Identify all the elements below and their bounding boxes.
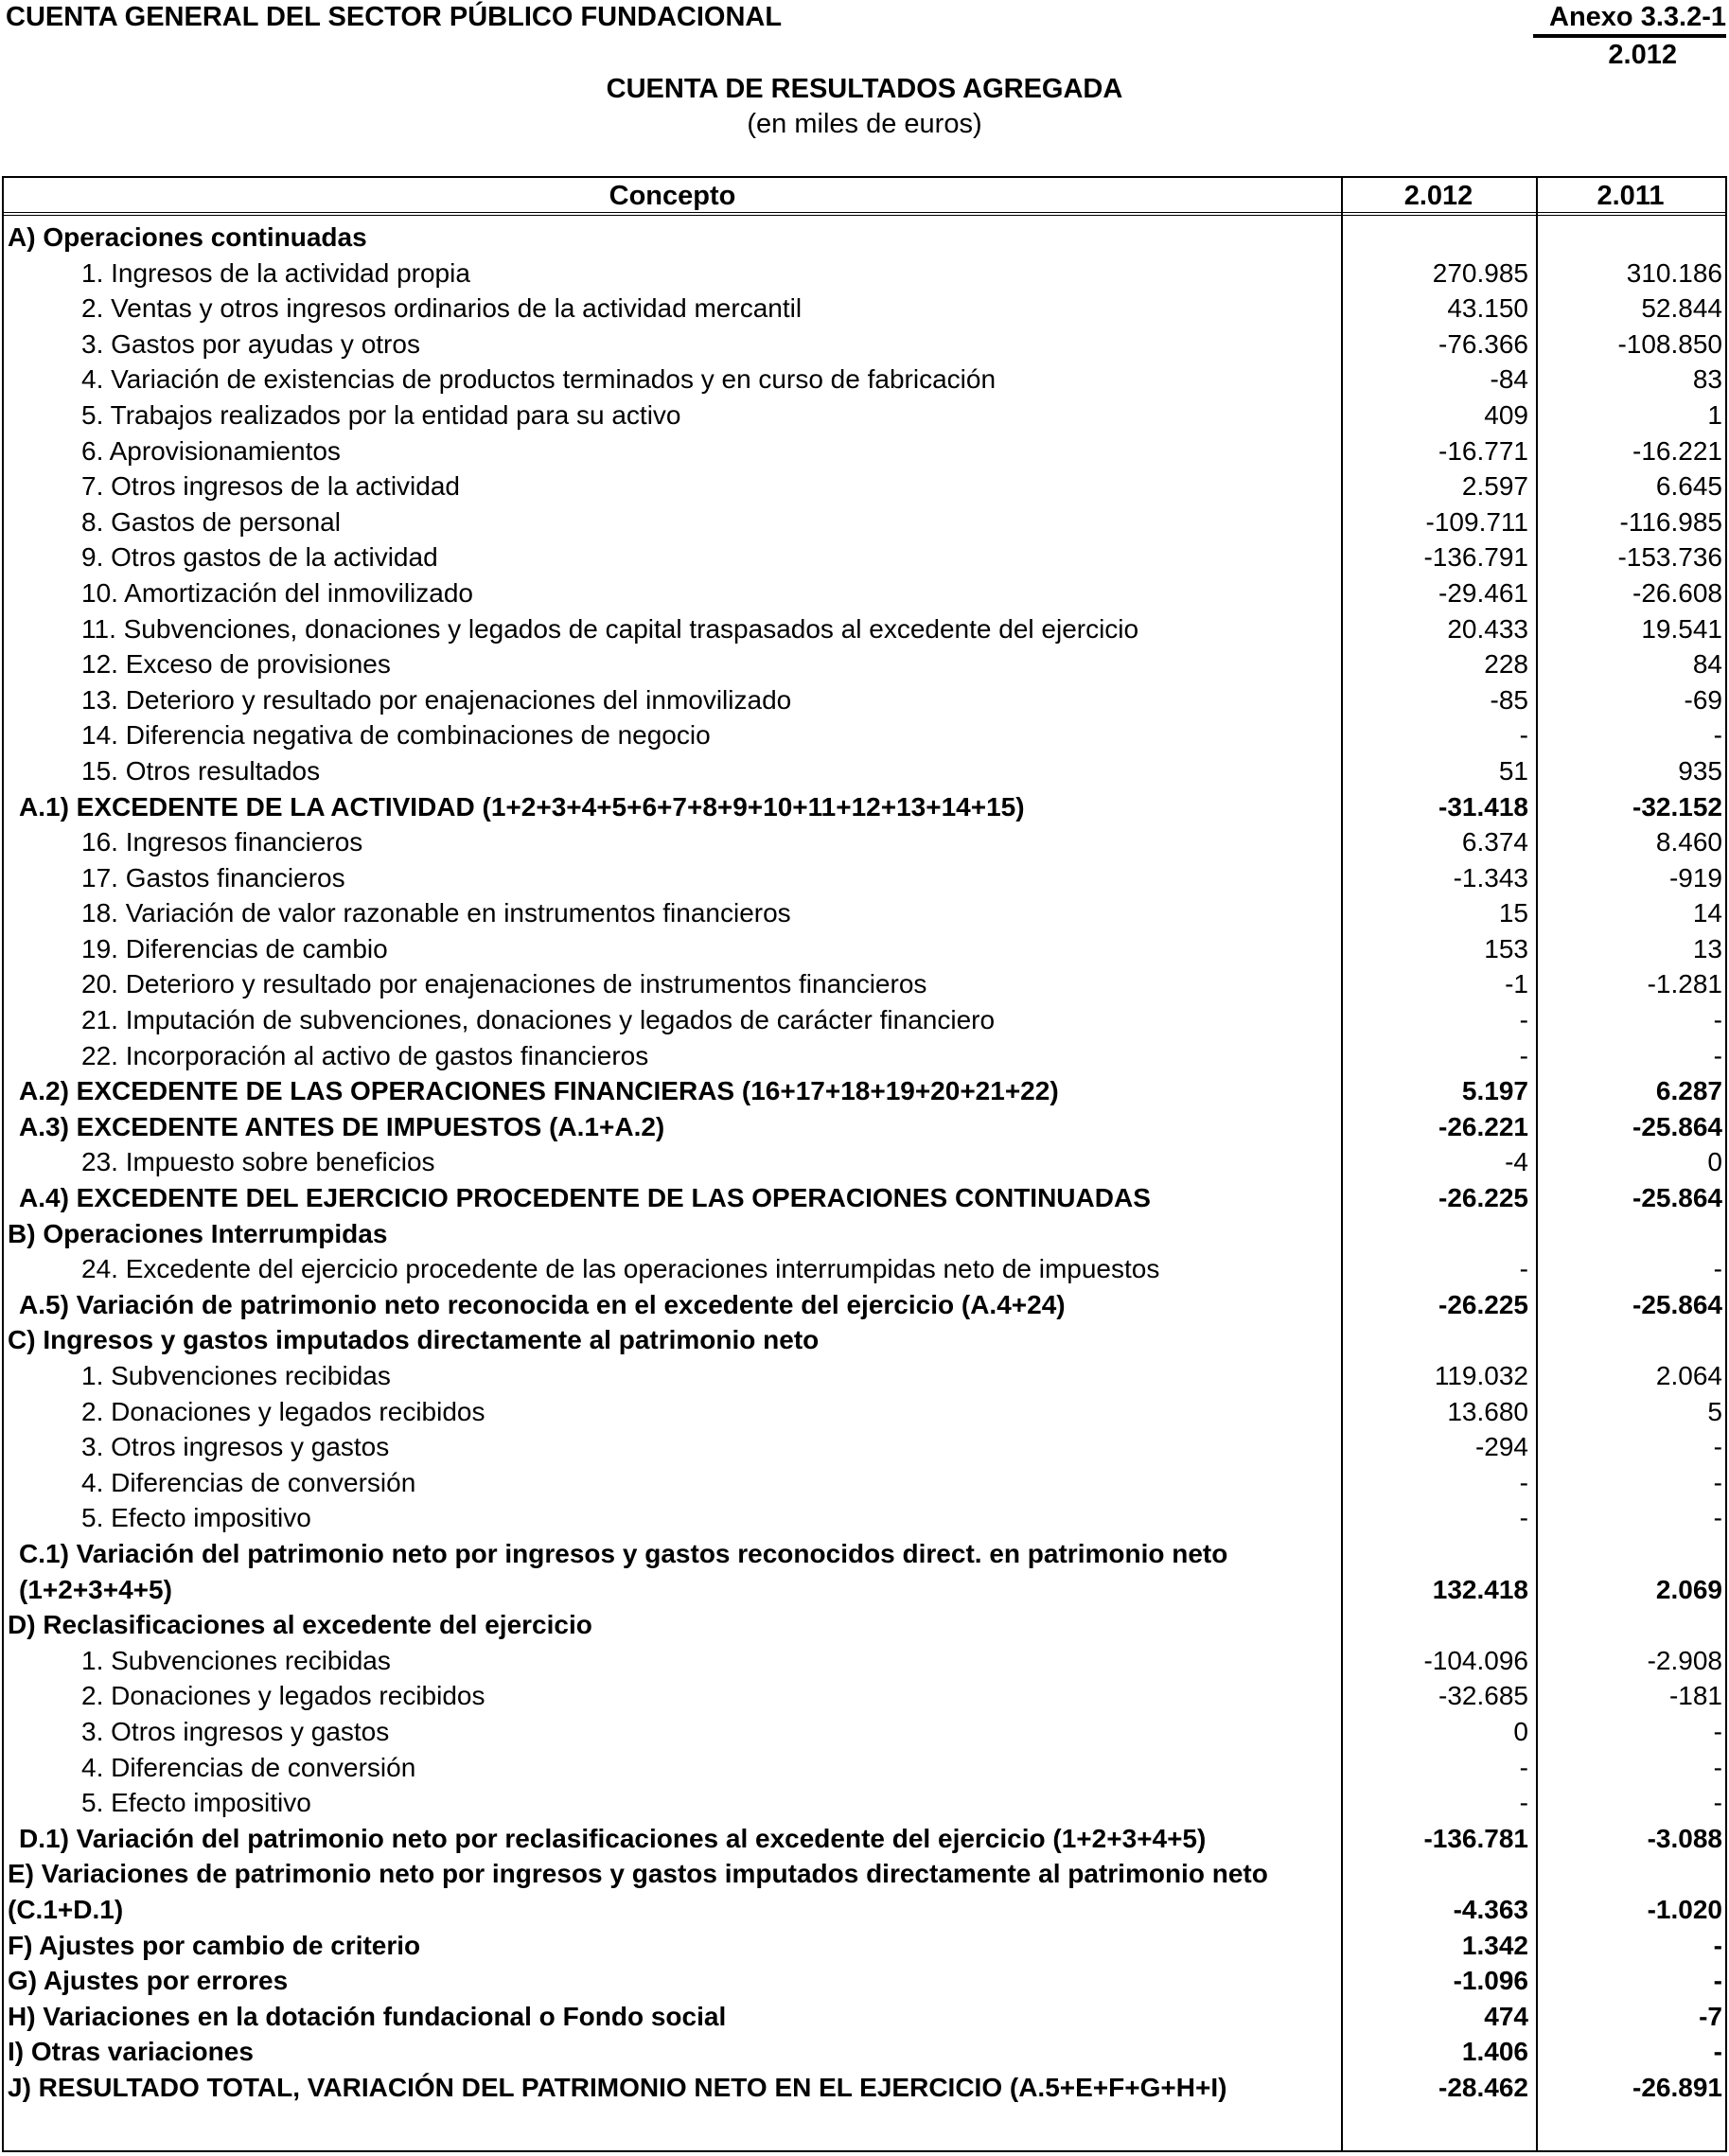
row-label: 12. Exceso de provisiones [81,649,391,680]
row-label: 7. Otros ingresos de la actividad [81,471,460,502]
table-row [4,1216,1725,1252]
table-row [4,1322,1725,1358]
value-2011: -3.088 [1647,1823,1722,1853]
table-row [4,1073,1725,1109]
table-row [4,1109,1725,1145]
value-2012: -104.096 [1423,1645,1528,1675]
value-2012: 13.680 [1447,1396,1528,1426]
table-row [4,1963,1725,1999]
table-row [4,1180,1725,1216]
row-label: 6. Aprovisionamientos [81,435,341,466]
value-2012: - [1519,1005,1528,1035]
row-label: 3. Otros ingresos y gastos [81,1432,390,1462]
value-2011: - [1713,1254,1722,1284]
table-row [4,433,1725,469]
value-2011: 19.541 [1641,613,1722,644]
header-year-2012: 2.012 [1403,181,1473,211]
value-2012: -85 [1490,684,1528,715]
value-2012: -136.781 [1423,1823,1528,1853]
row-label: H) Variaciones en la dotación fundacional o Fondo social [8,2001,727,2031]
row-label: B) Operaciones Interrumpidas [8,1218,388,1248]
value-2012: -84 [1490,364,1528,395]
table-row [4,753,1725,789]
org-title: CUENTA GENERAL DEL SECTOR PÚBLICO FUNDACIONAL [6,2,783,32]
table-row [4,468,1725,504]
value-2012: - [1519,720,1528,751]
value-2012: -28.462 [1438,2072,1528,2102]
value-2012: -136.791 [1423,542,1528,573]
value-2012: -26.225 [1438,1289,1528,1319]
table-row [4,220,1725,256]
value-2011: -25.864 [1632,1111,1722,1141]
row-label: E) Variaciones de patrimonio neto por ingresos y gastos imputados directamente al patrimonio neto (C.1+D.1) [8,1859,1268,1924]
annex-label: Anexo 3.3.2-1 [1549,2,1726,32]
row-label: 1. Subvenciones recibidas [81,1645,391,1675]
value-2011: 6.645 [1655,471,1722,502]
value-2011: - [1713,1503,1722,1533]
row-label: A.5) Variación de patrimonio neto reconocida en el excedente del ejercicio (A.4+24) [19,1289,1066,1319]
table-row [4,1429,1725,1465]
value-2011: - [1713,1788,1722,1818]
table-row [4,1607,1725,1643]
value-2011: 52.844 [1641,293,1722,324]
value-2012: 51 [1498,755,1528,786]
row-label: 21. Imputación de subvenciones, donaciones y legados de carácter financiero [81,1005,996,1035]
row-label: 13. Deterioro y resultado por enajenaciones del inmovilizado [81,684,792,715]
value-2011: -116.985 [1619,506,1722,537]
value-2011: 83 [1692,364,1722,395]
value-2012: 474 [1484,2001,1528,2031]
annex-year: 2.012 [1608,40,1677,70]
row-label: 2. Donaciones y legados recibidos [81,1681,485,1711]
value-2011: 14 [1692,898,1722,928]
value-2012: 409 [1484,399,1528,430]
value-2012: -16.771 [1438,435,1528,466]
value-2012: 119.032 [1434,1361,1528,1390]
value-2011: -32.152 [1632,791,1722,822]
value-2011: - [1713,2037,1722,2067]
value-2011: 2.064 [1655,1361,1722,1390]
table-row [4,682,1725,718]
row-label: 5. Trabajos realizados por la entidad para su activo [81,399,681,430]
row-label: 22. Incorporación al activo de gastos financieros [81,1040,649,1070]
table-row [4,789,1725,825]
table-row [4,1821,1725,1857]
value-2011: -153.736 [1617,542,1722,573]
table-row [4,860,1725,896]
table-row [4,539,1725,575]
row-label: 4. Diferencias de conversión [81,1467,416,1497]
table-row [4,327,1725,362]
value-2011: - [1713,720,1722,751]
value-2011: -69 [1684,684,1722,715]
row-label: A.2) EXCEDENTE DE LAS OPERACIONES FINANCIERAS (16+17+18+19+20+21+22) [19,1076,1059,1106]
row-label: 8. Gastos de personal [81,506,341,537]
table-row [4,1394,1725,1430]
table-row [4,1144,1725,1180]
value-2011: 5 [1707,1396,1722,1426]
table-row [4,2034,1725,2070]
table-row [4,895,1725,931]
value-2012: -294 [1474,1432,1528,1462]
value-2012: -76.366 [1438,328,1528,359]
value-2011: -7 [1699,2001,1722,2031]
value-2011: 84 [1692,649,1722,680]
table-row [4,1785,1725,1821]
row-label: I) Otras variaciones [8,2037,254,2067]
header-year-2011: 2.011 [1597,181,1665,211]
value-2011: - [1713,1432,1722,1462]
page-subtitle: (en miles de euros) [747,109,982,139]
table-row [4,362,1725,398]
table-row [4,931,1725,967]
value-2012: 153 [1484,933,1528,963]
row-label: 1. Subvenciones recibidas [81,1361,391,1390]
value-2012: -26.225 [1438,1183,1528,1213]
row-label: 2. Donaciones y legados recibidos [81,1396,485,1426]
table-row [4,611,1725,647]
value-2011: -181 [1668,1681,1722,1711]
table-row [4,2070,1725,2106]
value-2012: -29.461 [1438,577,1528,608]
value-2011: -16.221 [1632,435,1722,466]
row-label: 3. Gastos por ayudas y otros [81,328,420,359]
table-row [4,398,1725,433]
value-2012: -1.096 [1453,1966,1528,1996]
value-2011: - [1713,1752,1722,1782]
table-row [4,966,1725,1002]
table-row [4,256,1725,292]
value-2012: -4 [1505,1147,1528,1177]
table-row [4,1038,1725,1074]
value-2011: 935 [1678,755,1722,786]
row-label: 24. Excedente del ejercicio procedente de las operaciones interrumpidas neto de impuestos [81,1254,1160,1284]
row-label: 9. Otros gastos de la actividad [81,542,438,573]
value-2011: - [1713,1716,1722,1746]
row-label: 4. Diferencias de conversión [81,1752,416,1782]
table-row [4,1856,1725,1927]
value-2012: 132.418 [1432,1574,1528,1604]
row-label: 23. Impuesto sobre beneficios [81,1147,435,1177]
value-2011: 8.460 [1655,827,1722,857]
table-row [4,1999,1725,2035]
row-label: 20. Deterioro y resultado por enajenaciones de instrumentos financieros [81,969,927,999]
row-label: 18. Variación de valor razonable en instrumentos financieros [81,898,791,928]
value-2012: 228 [1484,649,1528,680]
value-2012: 2.597 [1461,471,1528,502]
row-label: 11. Subvenciones, donaciones y legados de capital traspasados al excedente del ejercicio [81,613,1139,644]
value-2012: - [1519,1503,1528,1533]
table-header [4,178,1725,216]
value-2012: 20.433 [1447,613,1528,644]
value-2011: -25.864 [1632,1289,1722,1319]
table-body [4,220,1725,2105]
value-2012: 43.150 [1447,293,1528,324]
value-2012: - [1519,1752,1528,1782]
value-2012: 0 [1513,1716,1528,1746]
value-2011: 310.186 [1626,257,1722,288]
row-label: D.1) Variación del patrimonio neto por reclasificaciones al excedente del ejercicio (1+2+3+4+5) [19,1823,1207,1853]
value-2011: 6.287 [1655,1076,1722,1106]
value-2012: 1.342 [1461,1930,1528,1960]
value-2012: -26.221 [1438,1111,1528,1141]
table-row [4,575,1725,611]
value-2011: -108.850 [1617,328,1722,359]
row-label: D) Reclasificaciones al excedente del ejercicio [8,1610,592,1640]
value-2011: -1.020 [1647,1894,1722,1924]
value-2012: -31.418 [1438,791,1528,822]
value-2011: - [1713,1966,1722,1996]
row-label: 2. Ventas y otros ingresos ordinarios de la actividad mercantil [81,293,803,324]
value-2011: - [1713,1005,1722,1035]
table-row [4,717,1725,753]
row-label: 10. Amortización del inmovilizado [81,577,473,608]
table-row [4,504,1725,540]
value-2012: - [1519,1788,1528,1818]
value-2012: - [1519,1467,1528,1497]
row-label: 3. Otros ingresos y gastos [81,1716,390,1746]
value-2011: 1 [1707,399,1722,430]
value-2011: - [1713,1467,1722,1497]
row-label: C.1) Variación del patrimonio neto por ingresos y gastos reconocidos direct. en patrimonio neto (1+2+3+4+5) [19,1538,1228,1604]
value-2012: 5.197 [1461,1076,1528,1106]
value-2012: 6.374 [1461,827,1528,857]
row-label: A) Operaciones continuadas [8,222,367,252]
value-2012: 270.985 [1432,257,1528,288]
value-2011: - [1713,1930,1722,1960]
table-row [4,1465,1725,1501]
table-row [4,646,1725,682]
value-2011: -2.908 [1647,1645,1722,1675]
value-2012: -1 [1505,969,1528,999]
row-label: 15. Otros resultados [81,755,321,786]
value-2011: -26.608 [1632,577,1722,608]
results-table [2,176,1727,2152]
value-2012: -109.711 [1425,506,1528,537]
row-label: G) Ajustes por errores [8,1966,289,1996]
row-label: 4. Variación de existencias de productos terminados y en curso de fabricación [81,364,997,395]
table-row [4,824,1725,860]
value-2011: 0 [1707,1147,1722,1177]
table-row [4,1002,1725,1038]
row-label: A.3) EXCEDENTE ANTES DE IMPUESTOS (A.1+A.2) [19,1111,665,1141]
value-2012: - [1519,1040,1528,1070]
header-concepto: Concepto [609,181,736,211]
value-2011: - [1713,1040,1722,1070]
value-2012: -1.343 [1453,862,1528,892]
value-2011: -919 [1668,862,1722,892]
table-row [4,291,1725,327]
table-row [4,1251,1725,1287]
value-2012: - [1519,1254,1528,1284]
row-label: J) RESULTADO TOTAL, VARIACIÓN DEL PATRIMONIO NETO EN EL EJERCICIO (A.5+E+F+G+H+I) [8,2072,1227,2102]
row-label: 5. Efecto impositivo [81,1503,311,1533]
row-label: C) Ingresos y gastos imputados directamente al patrimonio neto [8,1325,820,1355]
page-title: CUENTA DE RESULTADOS AGREGADA [606,74,1123,104]
row-label: 5. Efecto impositivo [81,1788,311,1818]
table-row [4,1500,1725,1536]
value-2012: 15 [1498,898,1528,928]
table-row [4,1750,1725,1786]
table-row [4,1678,1725,1714]
annex-divider [1533,34,1726,38]
row-label: 19. Diferencias de cambio [81,933,388,963]
table-row [4,1643,1725,1679]
row-label: 14. Diferencia negativa de combinaciones de negocio [81,720,711,751]
table-row [4,1287,1725,1323]
value-2012: 1.406 [1461,2037,1528,2067]
row-label: F) Ajustes por cambio de criterio [8,1930,421,1960]
row-label: 16. Ingresos financieros [81,827,363,857]
value-2011: -25.864 [1632,1183,1722,1213]
value-2012: -32.685 [1438,1681,1528,1711]
value-2012: -4.363 [1453,1894,1528,1924]
value-2011: 2.069 [1655,1574,1722,1604]
table-row [4,1714,1725,1750]
table-row [4,1358,1725,1394]
value-2011: -26.891 [1632,2072,1722,2102]
value-2011: -1.281 [1647,969,1722,999]
table-row [4,1928,1725,1964]
table-row [4,1536,1725,1607]
row-label: 1. Ingresos de la actividad propia [81,257,470,288]
row-label: A.4) EXCEDENTE DEL EJERCICIO PROCEDENTE DE LAS OPERACIONES CONTINUADAS [19,1183,1151,1213]
value-2011: 13 [1692,933,1722,963]
row-label: 17. Gastos financieros [81,862,345,892]
row-label: A.1) EXCEDENTE DE LA ACTIVIDAD (1+2+3+4+5+6+7+8+9+10+11+12+13+14+15) [19,791,1025,822]
